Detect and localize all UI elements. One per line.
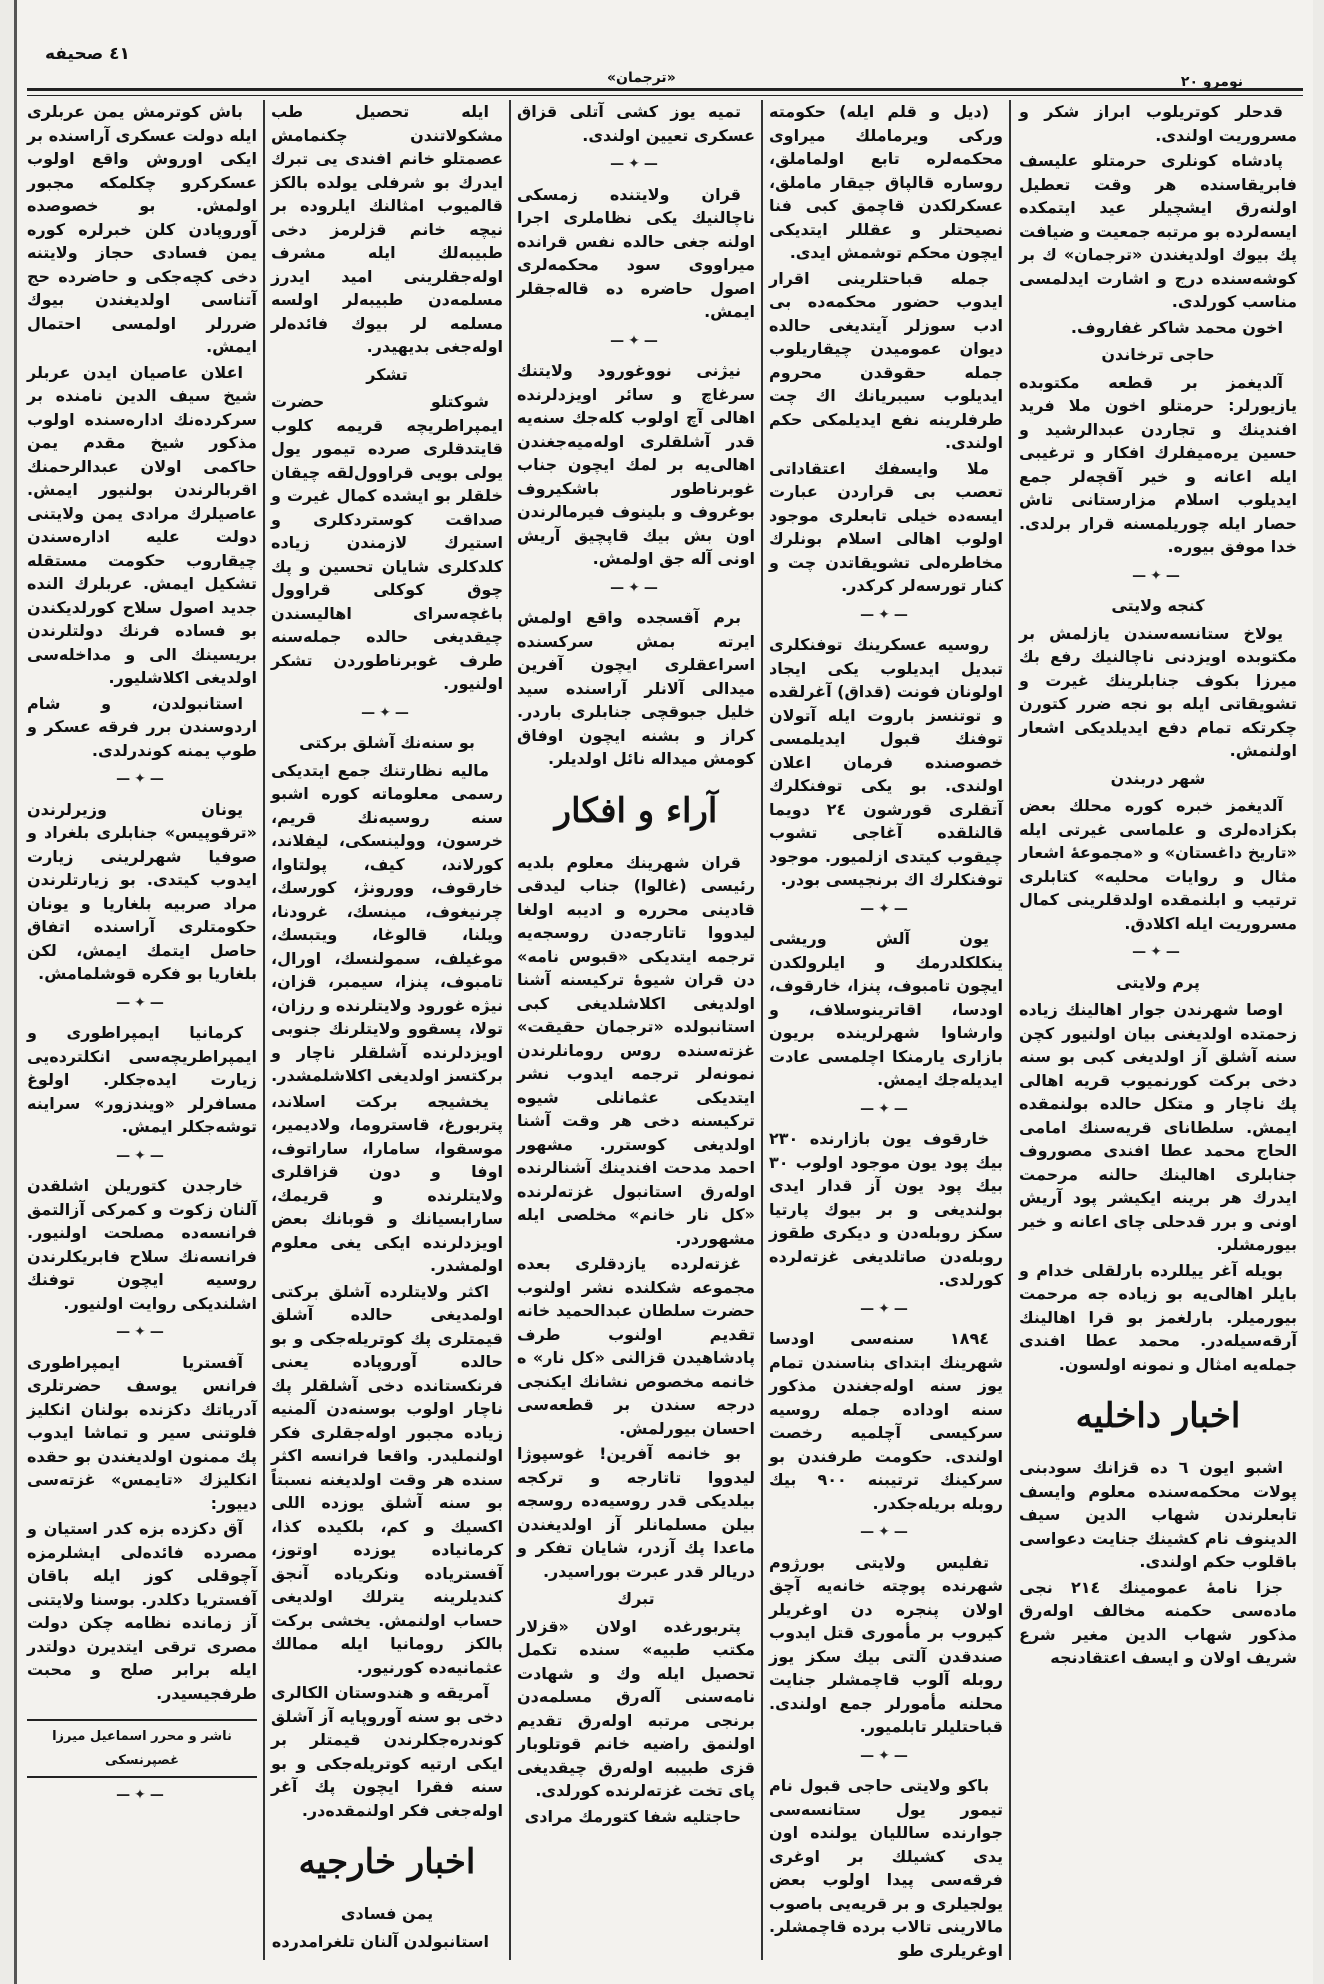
article-paragraph: اخون محمد شاکر غفاروف. <box>1070 317 1283 337</box>
article-paragraph: قران شهرینك معلوم بلدیه رئیسی (غالوا) جناب لیدقی قادینی محرره و ادیبه اولغا لیدووا تاتارجه‌دن روسجه‌یه ترجمه ایتدیکی «قبوس نامه» دن قران شیوهٔ ترکیسنه آشنا اولدیغی اکلاشلدیغی کبی استانبولده «ترجمان حقیقت» غزته‌سنده روس رومانلرندن نمونه‌لر ترجمه ایدوب نشر ایتدیکی عثمانلی شیوه ترکیسنه دخی هر وقت آشنا اولدیغی کوسترر. مشهور احمد مدحت افندینك آشنالرنده اوله‌رق استانبول غزته‌لرنده «کل نار خانم» مخلصی ایله مشهوردر. <box>517 852 755 1248</box>
article-paragraph: (دیل و قلم ایله) حکومته ورکی ویرماملك میراوی محکمه‌لره تابع اولماملق، روساره قالپاق جیقار ماملق، عسکرلکدن قاچمق کبی فنا نصیحتلر و عقللر ایتدیکی ایچون محکم توشمش ایدی. <box>769 102 1003 262</box>
ornament-separator: —✦— <box>116 1324 168 1340</box>
column-divider <box>263 100 265 1960</box>
article-paragraph: تفلیس ولایتی بورژوم شهرنده پوچته خانه‌یه آچق اولان پنجره دن اوغریلر کیروب بر مأموری قتل ایدوب صندقدن آلتی بیك سکز یوز روبله آلوب قاچمشلر جنایت محلنه مأمورلر جمع اولندی. قباحتلیلر تابلمیور. <box>769 1552 1003 1736</box>
article-paragraph: ایله تحصیل طب مشکولاتندن چکنمامش عصمتلو خانم افندی یی تبرك ایدرك بو شرفلی یولده بالکز قالمیوب امثالنك ایلروده بر نیچه خانم قزلرمز دخی طبیبه‌لك ایله مشرف اوله‌جقلرینی امید ایدرز مسلمه‌دن طبیبه‌لر اولسه مسلمه لر بیوك فائده‌لر اوله‌جغی بدیهیدر. <box>271 102 503 356</box>
page-header <box>17 44 1313 94</box>
article-paragraph: اکثر ولایتلرده آشلق برکتی اولمدیغی حالده آشلق قیمتلری پك کوتریله‌جکی و بو حالده آوروپاده یعنی فرنکستانده دخی آشلقلر پك ناچار اولوب بوسنه‌دن آلمنیه زیاده مجبور اوله‌جقلری فکر اولنملیدر. واقعا فرانسه اکثر سنده هر وقت اولدیغنه نسبتاً بو سنه آشلق یوزده اللی اکسیك و کم، بلکیده کذا، کرمانیاده یوزده اوتوز، آفستریاده ونکریاده آنجق کندیلرینه یترلك اولدیغی حساب اولنمش. یخشی برکت بالکز رومانیا ایله ممالك عثمانیه‌ده کورنیور. <box>271 1281 503 1677</box>
article-paragraph: شوکتلو حضرت ایمپراطریچه قریمه کلوب قایتدقلری صرده تیمور یول یولی بویی قراوول‌لقه چیقان خلقلر بو ایشده کمال غیرت و صداقت کوستردکلری و استیرك لازمندن زیاده کلدکلری شایان تحسین و پك چوق کوکلی قراوول باغچه‌سرای اهالیسندن چیقدیغی حالده جمله‌سنه طرف غوبرناطوردن تشکر اولنیور. <box>271 392 503 693</box>
article-subheading: تشکر <box>366 364 408 384</box>
page-number: ٤١ صحیفه <box>45 44 130 64</box>
article-paragraph: آمریقه و هندوستان الکالری دخی بو سنه آوروپایه آز آشلق کوندره‌جکلرندن قیمتلر بر ایکی ارتیه کوتریله‌جکی و بو سنه فقرا ایچون پك آغر اوله‌جغی فکر اولنمقده‌در. <box>271 1683 503 1820</box>
article-paragraph: خارجدن کتوریلن اشلقدن آلنان زکوت و کمرکی آزالتمق فرانسه‌ده مصلحت اولنیور. فرانسه‌نك سلاح فابریکلرندن روسیه ایچون توفنك اشلندیکی روایت اولنیور. <box>27 1176 257 1313</box>
column-divider <box>509 100 511 1960</box>
article-paragraph: بویله آغر ییللرده بارلقلی خدام و بایلر اهالی‌یه بو زیاده جه مرحمت بیورمیلر. بارلغمز بو قرا اهالینك آرقه‌سیله‌در. محمد عطا افندی جمله‌یه امثال و نمونه اولسون. <box>1019 1260 1297 1374</box>
section-heading: اخبار خارجیه <box>298 1842 476 1882</box>
column-2 <box>763 100 1009 1960</box>
article-paragraph: یونان وزیرلرندن «ترقوپیس» جنابلری بلغراد و صوفیا شهرلرینی زیارت ایدوب کیتدی. بو زیارتلرندن مراد صربیه بلغاریا و یونان حکومتلری آراسنده اتفاق حاصل ایتمك ایمش، لکن بلغاریا بو فکره قوشلمامش. <box>27 799 257 983</box>
column-divider <box>1009 100 1011 1960</box>
article-paragraph: حاجتلیه شفا کتورمك مرادی <box>524 1806 741 1826</box>
article-paragraph: روسیه عسکرینك توفنکلری تبدیل ایدیلوب یکی ایجاد اولونان فونت (قداق) آغرلقده و توتنسز باروت ایله آتولان توفنك قبول ایدیلمسی خصوصنده فرمان اعلان اولندی. بو یکی توفنکلرك آتقلری قورشون ٢٤ دویما قالنلقده آغاجی تشوب چیقوب کیتدی ازلمیور. موجود توفنکلرك اك برنجیسی بودر. <box>768 635 1003 889</box>
article-subheading: تبرك <box>617 1589 655 1608</box>
ornament-separator: —✦— <box>860 1524 912 1540</box>
article-paragraph: آق دکزده بزه کدر استیان و مصرده فائده‌لی ایشلرمزه آچوقلی کوز ایله باقان آفستریا دکلدر. بوسنا ولایتنی آز زمانده نظامه چکن دولت مصری ترقی ایتدیرن دولتدر ایله برابر صلح و محبت طرفجیسیدر. <box>27 1519 257 1703</box>
article-paragraph: یولاخ ستانسه‌سندن یازلمش بر مکتوبده اویزدنی ناچالنیك رفع بك میرزا بکوف جنابلرینك غیرت و تشویقاتی ایله بو نجه ضرر کتورن چکرتکه تمام دفع ایدیلدیکی اشعار اولنمش. <box>1019 623 1297 760</box>
article-paragraph: خارقوف یون بازارنده ٢٣٠ بیك پود یون موجود اولوب ٣٠ بیك پود یون آز قدار ایدی بولندیغی و بر بیوك پارتیا سکز روبله‌دن و دیکری طقوز روبله‌دن صاتلدیغی غزته‌لرده کورلدی. <box>769 1129 1003 1289</box>
column-1 <box>1013 100 1303 1960</box>
article-paragraph: جزا نامهٔ عمومینك ٢١٤ نجی ماده‌سی حکمنه مخالف اوله‌رق مذکور شهاب الدین مغیر شرع شریف اولان و ایسف اعتقادنجه <box>1019 1577 1297 1667</box>
article-paragraph: برم آقسجده واقع اولمش ایرته بمش سرکسنده اسراعقلری ایچون آفرین میدالی آلانلر آراسنده سید خلیل جبوقچی جنابلری باردر. کراز و بشنه ایچون اوفاق کومش میداله نائل اولدیلر. <box>517 608 755 768</box>
article-paragraph: آفستریا ایمپراطوری فرانس یوسف حضرتلری آدریاتك دکزنده بولنان انکلیز فلوتنی سیر و تماشا ایدوب پك ممنون اولدیغندن بو حقده انکلیزك «تایمس» غزته‌سی دییور: <box>27 1352 257 1513</box>
article-paragraph: اعلان عاصیان ایدن عربلر شیخ سیف الدین نامنده بر سرکرده‌نك اداره‌سنده اولوب مذکور شیخ مقدم یمن حاکمی اولان عبدالرحمنك اقربالرندن بولنیور ایمش. عاصیلرك مرادی یمن ولایتنی دولت علیه اداره‌سندن چیقاروب حکومت مستقله تشکیل ایمش. عربلرك النده جدید اصول سلاح کورلدیکندن بو فساده فرنك دولتلرندن بریسینك الی و مداخله‌سی اولدیغی اکلاشلیور. <box>27 362 257 687</box>
article-paragraph: استانبولدن، و شام اردوسندن برر فرقه عسکر و طوپ یمنه کوندرلدی. <box>27 693 257 760</box>
article-subheading: یمن فسادی <box>340 1904 434 1923</box>
article-paragraph: اوصا شهرندن جوار اهالینك زیاده زحمتده اولدیغنی بیان اولنیور کچن سنه آشلق آز اولدیغی کبی بو سنه دخی برکت کورنمیوب قریه اهالی پك ناچار و متکل حالده بولنمقده ایمش. سلطانای قریه‌سنك امامی الحاج محمد عطا افندی مصوروف جنابلری اهالینك حالنه مرحمت ایدرك هر برینه ایکیشر پود آریش اونی و برر قدحلی چای اعانه و خیر بیورمشلر. <box>1019 1000 1297 1254</box>
article-subheading: پرم ولایتی <box>1116 972 1200 992</box>
ornament-separator: —✦— <box>860 606 912 623</box>
issue-number: نومرو ٢٠ <box>1180 74 1243 90</box>
newspaper-title: «ترجمان» <box>607 70 676 86</box>
article-paragraph: تمیه یوز کشی آتلی قزاق عسکری تعیین اولندی. <box>517 102 755 145</box>
article-subheading: حاجی ترخاندن <box>1101 345 1215 364</box>
article-paragraph: ملا وایسفك اعتقاداتی تعصب بی قراردن عبارت ایسه‌ده خیلی تابعلری موجود اولوب اهالی اسلام بونلرك مخاطره‌لی تشویقاتدن چت و کنار تورسه‌لر کرکدر. <box>769 458 1003 595</box>
ornament-separator: —✦— <box>610 579 662 596</box>
article-paragraph: پادشاه کونلری حرمتلو علیسف فابریقاسنده هر وقت تعطیل اولنه‌رق ایشچیلر عید ایتمکده ایسه‌لرده بو مرتبه جمعیت و ضیافت پك بیوك اولدیغندن «ترجمان» ك بر کوشه‌سنده درج و اشارت ایدلمسی مناسب کورلدی. <box>1019 151 1297 311</box>
ornament-separator: —✦— <box>1132 944 1184 960</box>
article-paragraph: یون آلش وریشی ینکلکلدرمك و ایلرولکدن ایچون تامبوف، پنزا، خارقوف، اودسا، اقاترینوسلاف، و وارشاوا شهرلرینده بریون بازاری یارمنکا اچلمسی عادت ایدیله‌جك ایمش. <box>769 929 1003 1089</box>
section-heading: آراء و افکار <box>554 790 718 831</box>
ornament-separator: —✦— <box>361 704 413 721</box>
ornament-separator: —✦— <box>116 994 168 1011</box>
article-paragraph: کرمانیا ایمپراطوری و ایمپراطریچه‌سی انکلترده‌یی زیارت ایده‌جکلر. اولوغ مسافرلر «ویندزور» سراینه توشه‌جکلر ایمش. <box>27 1023 257 1136</box>
ornament-separator: —✦— <box>116 1147 168 1164</box>
ornament-separator: —✦— <box>860 1100 912 1117</box>
publisher-line: ناشر و محرر اسماعیل میرزا غصپرنسکی <box>27 1719 257 1778</box>
article-paragraph: جمله قباحتلرینی اقرار ایدوب حضور محکمه‌ده بی ادب سوزلر آیتدیغی حالده دیوان عمومیدن چیقاریلوب جمله حقوقدن محروم ایدیلوب سیبریانك اك چت طرفلرینه نفع ایدیلمکی حکم اولندی. <box>769 268 1003 452</box>
article-paragraph: بو خانمه آفرین! غوسپوژا لیدووا تاتارجه و ترکجه بیلدیکی قدر روسیه‌ده روسجه بیلن مسلمانلر آز اولدیغندن ماعدا پك آزدر، شایان تفکر و دریالر قدر عبرت بوراسیدر. <box>517 1444 755 1581</box>
article-paragraph: اشبو ایون ٦ ده قزانك سودبنی پولات محکمه‌سنده معلوم وایسف تابعلرندن شهاب الدین سیف الدینوف نام کشینك جنایت دعواسی باقلوب حکم اولندی. <box>1019 1458 1297 1571</box>
article-paragraph: قدحلر کوتریلوب ابراز شکر و مسروریت اولندی. <box>1019 102 1297 145</box>
header-rule <box>27 88 1303 96</box>
article-paragraph: پتربورغده اولان «قزلار مکتب طبیه» سنده تکمل تحصیل ایله وك و شهادت نامه‌سنی آله‌رق مسلمه‌دن برنجی مرتبه اوله‌رق تقدیم اولنمق راضیه خانم قوتلوبار قزی طبیبه اوله‌رق چیقدیغی پای تخت غزته‌لرنده کورلدی. <box>517 1616 755 1800</box>
article-paragraph: یخشیجه برکت اسلاند، پتربورغ، قاستروما، ولادیمیر، موسقوا، سامارا، ساراتوف، اوفا و دون قزاقلری ولایتلرنده و قریمك، سارابسیانك و قوبانك بعض اویزدلرنده ایکی یغی معلوم اولمشدر. <box>271 1091 503 1275</box>
ornament-separator: —✦— <box>116 1787 168 1803</box>
article-paragraph: مالیه نظارتنك جمع ایتدیکی رسمی معلوماته کوره اشبو سنه روسیه‌نك قریم، خرسون، وولینسکی، لیفلاند، کورلاند، کیف، پولتاوا، خارقوف، وورونژ، کورسك، چرنیغوف، مینسك، غرودنا، ویلنا، قالوغا، ویتبسك، موغیلف، سمولنسك، اورال، تامبوف، پنزا، سیمبر، قزان، نیژه غورود ولایتلرنده و رزان، تولا، پسقوو ولایتلرنك جنوبی اویزدلرنده آشلقلر ناچار و برکتسز اولدیغی اکلاشلمشدر. <box>271 760 503 1085</box>
article-paragraph: باکو ولایتی حاجی قبول نام تیمور یول ستانسه‌سی جوارنده ساللیان یولنده اون یدی کشیلك بر اوغری فرقه‌سی پیدا اولوب بعض یولجیلری و بر قریه‌یی باصوب مالارینی تالاب برده قاچمشلر. اوغریلری طو <box>769 1776 1003 1960</box>
column-4 <box>265 100 509 1960</box>
article-paragraph: آلدیغمز خبره کوره محلك بعض بکزاده‌لری و علماسی غیرتی ایله «تاریخ داغستان» و «مجموعهٔ اشعار مثال و روایات محلیه» کتابلری ترتیب و ابلنمقده اولدقلرینی کمال مسروریت ایله اکلادق. <box>1019 796 1297 933</box>
ornament-separator: —✦— <box>610 156 662 172</box>
article-subheading: بو سنه‌نك آشلق برکتی <box>299 733 475 752</box>
ornament-separator: —✦— <box>860 1300 912 1317</box>
ornament-separator: —✦— <box>860 900 912 917</box>
ornament-separator: —✦— <box>610 332 662 349</box>
ornament-separator: —✦— <box>860 1747 912 1764</box>
ornament-separator: —✦— <box>1132 567 1184 584</box>
article-subheading: شهر دربندن <box>1110 768 1206 788</box>
article-paragraph: باش کوترمش یمن عربلری ایله دولت عسکری آراسنده بر ایکی اوروش واقع اولوب عسکرکرو چکلمکه مجبور اولمش. بو خصوصده آوروپادن کلن خبرلره کوره یمن فسادی حجاز ولایتنه دخی کچه‌جکی و حاضرده حج آتناسی اولدیغندن بیوك ضررلر اولمسی احتمال ایمش. <box>27 102 257 356</box>
article-paragraph: نیژنی نووغورود ولایتنك سرغاچ و سائر اویزدلرنده اهالی آچ اولوب کله‌جك سنه‌یه قدر آشلقلری اوله‌میه‌جغندن اهالی‌یه بر لمك ایچون جناب غوبرناطور باشکیروف بوغروف و بلینوف فیرمالرندن اون بش بیك قاپچیق آریش اونی آله جق اولمش. <box>517 361 755 568</box>
column-divider <box>761 100 763 1960</box>
article-paragraph: ١٨٩٤ سنه‌سی اودسا شهرینك ابتدای بناسندن تمام یوز سنه اوله‌جغندن مذکور سنه اوداده جمله روسیه سرکیسی آچلمیه رخصت اولندی. حکومت طرفندن بو سرکینك ترتیبنه ٩٠٠ بیك روبله بریله‌جکدر. <box>769 1329 1003 1513</box>
article-paragraph: استانبولدن آلنان تلغرامدرده <box>271 1931 489 1951</box>
ornament-separator: —✦— <box>116 771 168 787</box>
column-3 <box>511 100 761 1960</box>
article-paragraph: غزته‌لرده یازدقلری بعده مجموعه شکلنده نشر اولنوب حضرت سلطان عبدالحمید خانه تقدیم اولنوب طرف پادشاهیدن قزالنی «کل نار» ه خانمه مخصوص نشانك ایکنجی درجه سندن بر قطعه‌سی احسان بیورلمش. <box>517 1254 755 1438</box>
article-paragraph: آلدیغمز بر قطعه مکتوبده یازیورلر: حرمتلو اخون ملا فرید افندینك و تجاردن عبدالرشید و حسین یره‌میفلرك افکار و ترغیبی ایله اعانه و خیر آقچه‌لر جمع ایدیلوب اسلام مزارستانی تاش حصار ایله چوریلمسنه قرار برلدی. خدا موفق بیوره. <box>1019 372 1297 556</box>
column-5 <box>21 100 263 1960</box>
newspaper-page <box>14 0 1313 1984</box>
section-heading: اخبار داخلیه <box>1075 1396 1241 1436</box>
article-subheading: کنجه ولایتی <box>1111 596 1205 615</box>
article-paragraph: قران ولایتنده زمسکی ناچالنیك یکی نظاملری اجرا اولنه جغی حالده نفس قرانده میراووی سود محکمه‌لری اصول حاضره ده قاله‌جقلر ایمش. <box>517 184 755 321</box>
